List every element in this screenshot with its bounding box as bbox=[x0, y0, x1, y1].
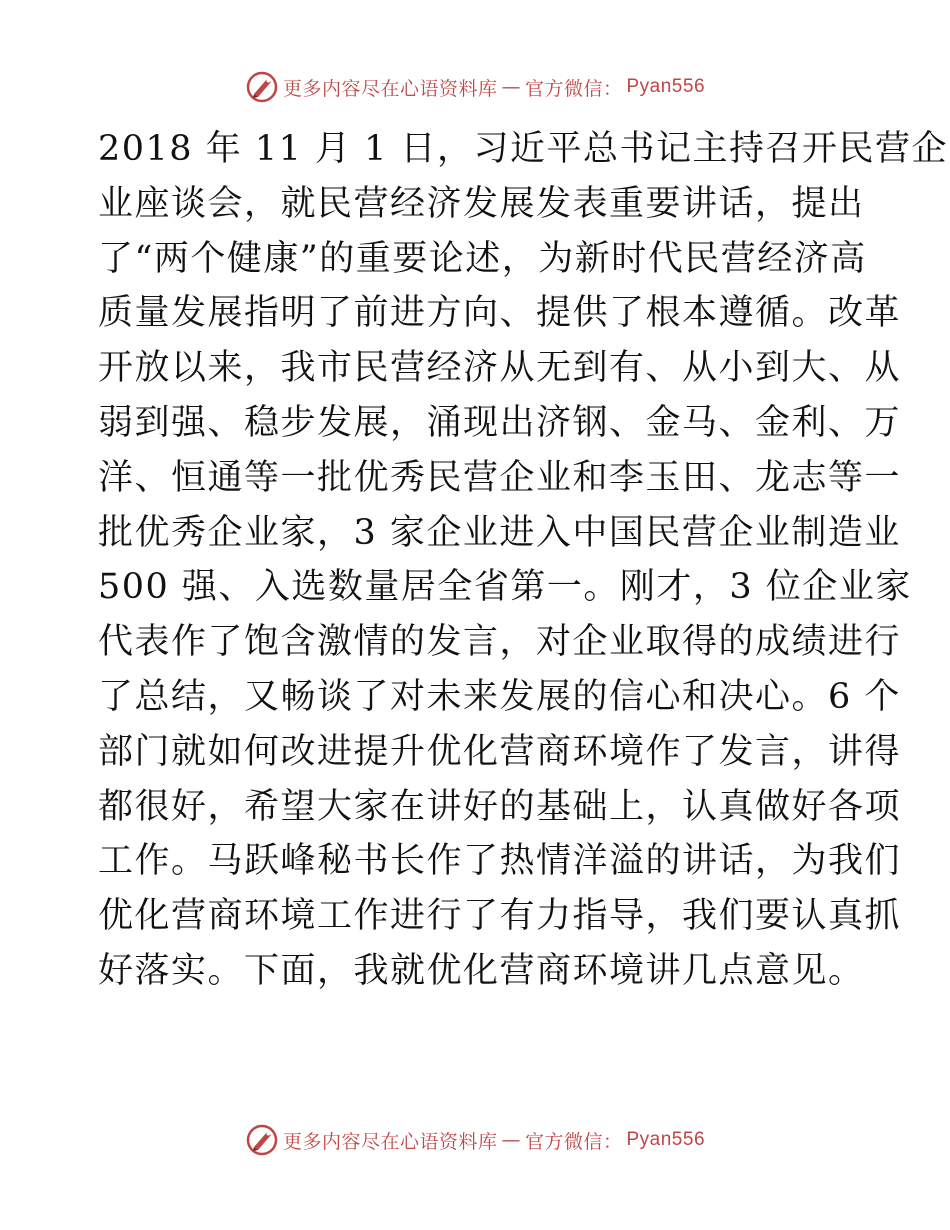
text-line: 工作。马跃峰秘书长作了热情洋溢的讲话，为我们 bbox=[98, 841, 902, 882]
text-line: 2018 年 11 月 1 日，习近平总书记主持召开民营企 bbox=[98, 129, 949, 169]
text-line: 500 强、入选数量居全省第一。刚才，3 位企业家 bbox=[98, 567, 912, 608]
header-watermark bbox=[0, 70, 950, 104]
watermark-dash: — bbox=[501, 1129, 521, 1151]
pen-logo-icon bbox=[245, 1123, 279, 1157]
footer-watermark bbox=[0, 1123, 950, 1157]
text-line: 好落实。下面，我就优化营商环境讲几点意见。 bbox=[98, 950, 865, 991]
document-body bbox=[98, 122, 949, 999]
text-line: 质量发展指明了前进方向、提供了根本遵循。改革 bbox=[98, 293, 902, 334]
text-line: 开放以来，我市民营经济从无到有、从小到大、从 bbox=[98, 348, 902, 389]
watermark-wechat-label: 官方微信： bbox=[524, 1130, 623, 1153]
watermark-wechat-id: Pyan556 bbox=[626, 1129, 706, 1150]
text-line: 业座谈会，就民营经济发展发表重要讲话，提出 bbox=[98, 183, 865, 224]
pen-logo-icon bbox=[245, 70, 279, 104]
text-line: 了总结，又畅谈了对未来发展的信心和决心。6 个 bbox=[98, 676, 901, 717]
text-line: 了“两个健康”的重要论述，为新时代民营经济高 bbox=[98, 238, 867, 279]
text-line: 弱到强、稳步发展，涌现出济钢、金马、金利、万 bbox=[98, 402, 902, 443]
text-line: 部门就如何改进提升优化营商环境作了发言，讲得 bbox=[98, 731, 902, 772]
text-line: 代表作了饱含激情的发言，对企业取得的成绩进行 bbox=[98, 622, 902, 663]
watermark-wechat-label: 官方微信： bbox=[524, 77, 623, 100]
watermark-site-text: 更多内容尽在心语资料库 bbox=[282, 1130, 498, 1153]
text-line: 批优秀企业家，3 家企业进入中国民营企业制造业 bbox=[98, 512, 901, 553]
text-line: 洋、恒通等一批优秀民营企业和李玉田、龙志等一 bbox=[98, 457, 902, 498]
watermark-site-text: 更多内容尽在心语资料库 bbox=[282, 77, 498, 100]
text-line: 优化营商环境工作进行了有力指导，我们要认真抓 bbox=[98, 896, 902, 937]
watermark-wechat-id: Pyan556 bbox=[626, 76, 706, 97]
text-line: 都很好，希望大家在讲好的基础上，认真做好各项 bbox=[98, 786, 902, 827]
watermark-dash: — bbox=[501, 76, 521, 98]
